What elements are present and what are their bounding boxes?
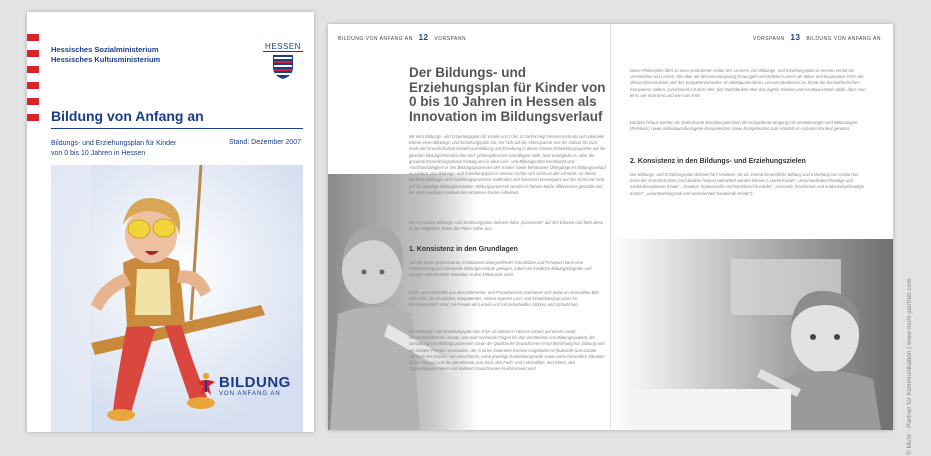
left-header-section: VORSPANN: [434, 36, 467, 42]
left-header-title: BILDUNG VON ANFANG AN: [338, 36, 413, 42]
left-page-number: 12: [418, 33, 429, 42]
side-credit: © Muhr · Partner für Kommunikation | www.muhr-partner.com: [906, 278, 913, 455]
spread-heading: Der Bildungs- und Erziehungsplan für Kinder von 0 bis 10 Jahren in Hessen als Innovation im Bildungsverlauf: [409, 65, 606, 124]
left-running-header: [338, 33, 466, 42]
red-stripes: [27, 34, 39, 130]
section-1-heading: 1. Konsistenz in den Grundlagen: [409, 246, 518, 253]
left-body-section-1b: Fach- und Lehrkräfte aus dem Elementar- und Primarbereich orientieren sich dabei an demselben Bild vom Kind, als ein aktives, kompetentes, seinen eigenen Lern- und Entwicklungsprozess ko-konstruierendes Kind, mit Freude am Lernen und mit individuellen Stärken und Schwächen.: [409, 290, 599, 308]
right-body-basiskompetenzen: Darüber hinaus werden als bedeutsame Basiskompetenzen der kompetente Umgang mit Veränderungen und Belastungen (Resilienz) sowie individuumsbezogene Kompetenzen sowie Kompetenzen zum Handeln im sozialen Kontext genannt.: [630, 120, 858, 132]
right-body-section-2: Der Bildungs- und Erziehungsplan definiert fünf Visionen, die als zentral für kindliche Bildung und Erziehung von Geburt bis Ende der Grundschulzeit (und darüber hinaus) betrachtet werden können („starke Kinder“, „kommunikationsfreudige und medienkompetente Kinder“, „kreative, fantasievolle und künstlerische Kinder“, „lernende, forschende und entdeckungsfreudige Kinder“, „verantwortungsvoll und wertorientiert handelnde Kinder“).: [630, 172, 864, 196]
hessen-state-logo: [263, 42, 303, 85]
right-running-header: [753, 33, 881, 42]
subtitle-line-1: Bildungs- und Erziehungsplan für Kinder: [51, 140, 177, 147]
ministry-names: [51, 45, 160, 65]
ministry-culture: Hessisches Kultusministerium: [51, 55, 161, 64]
right-body-intro: Diese Philosophie führt zu einer veränderten Kultur des Lernens. Der Bildungs- und Erziehungsplan in Hessen vertritt ein Verständnis von Lernen, das über die Wissensaneignung hinausgeht und definiert Lernen als aktive und kooperative Form der Wissenskonstruktion und des Kompetenzerwerbs. Im Mittelpunkt dieses Lernverständnisses im Sinne der lernmethodischen Kompetenz stehen, zunehmend mit dem Alter, das Nachdenken über das eigene Denken und ein Bewusstsein dafür, dass man lernt, wie man lernt und wie man lernt.: [630, 68, 866, 98]
left-body-konsistenz-intro: Der hessische Bildungs- und Erziehungsplan definiert dafür „Konsistenz“ auf drei Ebenen und führt diese in den folgenden Teilen des Plans näher aus:: [409, 220, 604, 232]
subtitle-line-2: von 0 bis 10 Jahren in Hessen: [51, 150, 146, 157]
left-body-section-1c: Der Bildungs- und Erziehungsplan von 0 bis 10 Jahren in Hessen basiert auf einem sozial-konstruktivistischen Ansatz, was weit reichende Folgen für das Verständnis von Bildungsqualität, die Gestaltung von Bildungsprozessen sowie die Qualität der Erwachsenen-Kind-Beziehung hat. Bildung wird als sozialer Prozess verstanden, der in einen konkreten Kontext eingebettet ist (kulturelle und soziale Herkunft des Kindes, sein Geschlecht, seine jeweilige Entwicklungsstufe sowie seine besondere Situation in der Gruppe) und der gemeinsam vom Kind, den Fach- und Lehrkräften, den Eltern, den Tagespflegepersonen und anderen Erwachsenen ko-konstruiert wird.: [409, 329, 605, 372]
right-page-number: 13: [790, 33, 801, 42]
right-header-section: VORSPANN: [752, 36, 785, 42]
section-2-heading: 2. Konsistenz in den Bildungs- und Erziehungszielen: [630, 158, 806, 165]
right-header-title: BILDUNG VON ANFANG AN: [806, 36, 881, 42]
cover-subtitle: [51, 139, 201, 159]
cover-title: Bildung von Anfang an: [51, 108, 204, 124]
bildung-von-anfang-an-logo: [219, 374, 299, 397]
coat-of-arms-icon: [272, 54, 294, 80]
brochure-inner-spread: [328, 24, 893, 430]
title-rule: [51, 128, 303, 129]
left-body-section-1a: Auf der Basis gemeinsamer, institutionen übergreifender Grundsätze und Prinzipien kann eine Fokussierung auf individuelle Bildungsverläufe gelingen, indem die kindliche Bildungsbiografie und weniger eine einzelne Institution in den Mittelpunkt rückt.: [409, 260, 592, 278]
right-page-photo-boy: [611, 239, 893, 430]
ministry-social: Hessisches Sozialministerium: [51, 45, 159, 54]
logo-word-von-anfang-an: VON ANFANG AN: [219, 391, 281, 397]
left-body-intro: Mit dem Bildungs- und Erziehungsplan für Kinder von 0 bis 10 Jahren legt Hessen erstmals auf nationaler Ebene einen Bildungs- und Erziehungsplan vor, der sich auf die Altersspanne von der Geburt bis zum Ende der Grundschulzeit bezieht und Bildung und Erziehung in dieser breiten Entwicklungsspanne auf die gleichen bildungstheoretischen und -philosophischen Grundlagen stellt. Dies ermöglicht es, über die gesamte Entwicklungsphase hinweg und in allen Lern- und Bildungsorten Kontinuität und Anschlussfähigkeit in den Bildungsprozessen des Kindes sowie behutsame Übergänge im Bildungsverlauf zu sichern. Der Bildungs- und Erziehungsplan in Hessen richtet sich somit an alle Lernorte, an denen kindliche Bildungs- und Erziehungsprozesse stattfinden und fokussiert konsequent auf das Kind und nicht auf die jeweilige Bildungsinstitution. Bildungsprozesse werden in hohem Maße differenziert gestaltet und vor dem jeweiligen Kontext des einzelnen Kindes reflektiert.: [409, 134, 606, 195]
hessen-logo-word: HESSEN: [263, 42, 303, 52]
brochure-cover: [27, 12, 314, 432]
publication-date: Stand: Dezember 2007: [229, 139, 301, 146]
logo-word-bildung: BILDUNG: [219, 374, 291, 391]
figure-logo-icon: [195, 372, 217, 396]
